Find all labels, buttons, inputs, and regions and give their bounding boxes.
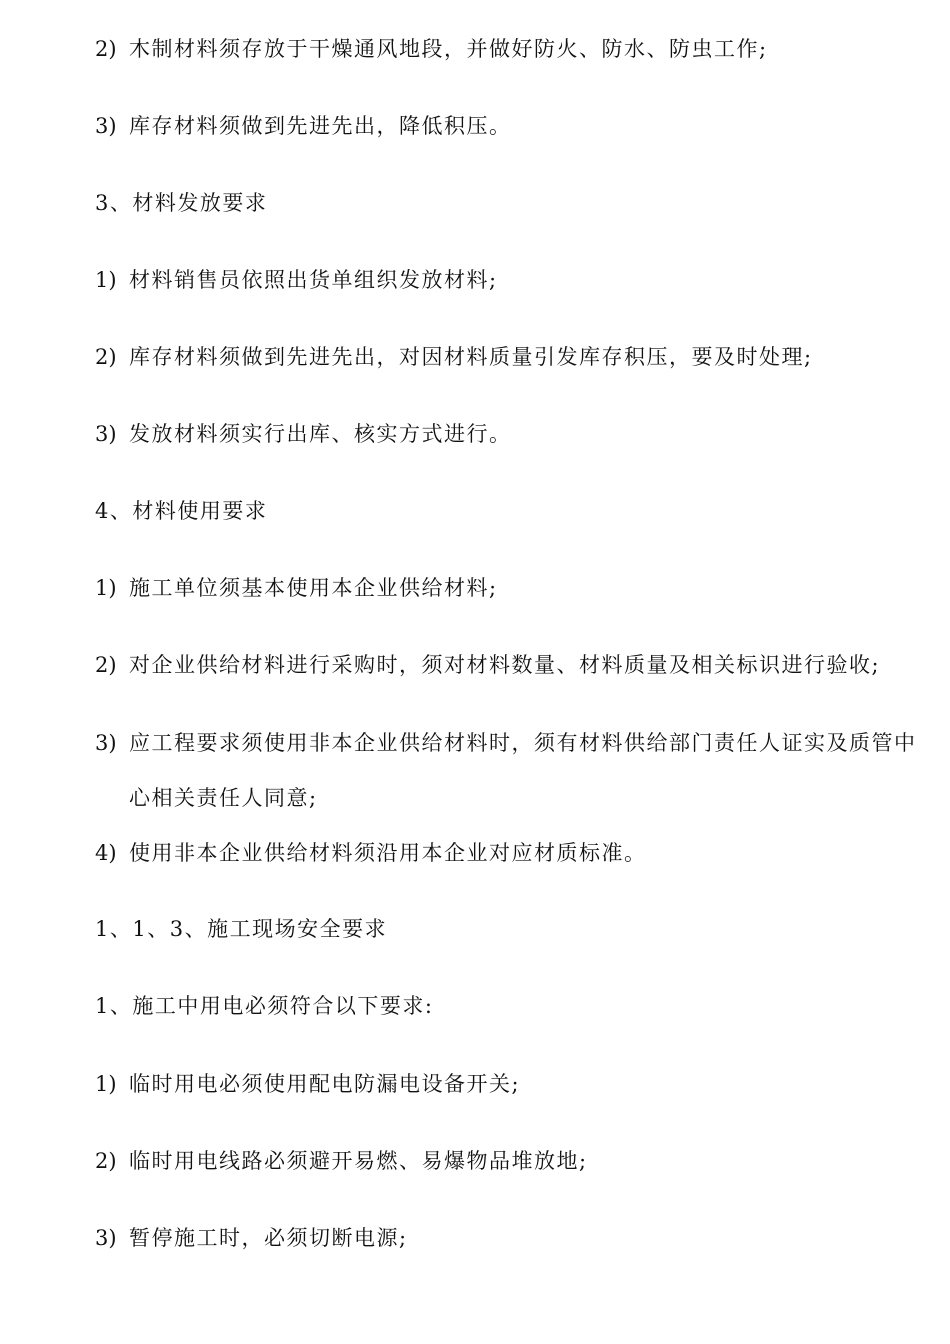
item-number: 2) (95, 1149, 117, 1173)
item-number: 2) (95, 653, 117, 677)
item-text: 应工程要求须使用非本企业供给材料时，须有材料供给部门责任人证实及质管中 (129, 731, 917, 755)
item-text: 心相关责任人同意; (129, 786, 318, 810)
list-item (95, 113, 512, 139)
item-text: 施工单位须基本使用本企业供给材料; (129, 576, 498, 600)
item-text: 材料销售员依照出货单组织发放材料; (129, 268, 498, 292)
heading-text: 1、施工中用电必须符合以下要求: (95, 994, 434, 1018)
item-number: 4) (95, 841, 117, 865)
item-text: 库存材料须做到先进先出，对因材料质量引发库存积压，要及时处理; (129, 345, 813, 369)
item-number: 1) (95, 576, 117, 600)
item-number: 2) (95, 37, 117, 61)
item-text: 临时用电必须使用配电防漏电设备开关; (129, 1072, 521, 1096)
item-number: 3) (95, 1226, 117, 1250)
list-item (95, 267, 498, 293)
heading-text: 4、材料使用要求 (95, 499, 268, 523)
item-number: 3) (95, 731, 117, 755)
list-item (95, 730, 917, 756)
list-item (95, 1225, 408, 1251)
item-text: 对企业供给材料进行采购时，须对材料数量、材料质量及相关标识进行验收; (129, 653, 881, 677)
list-item (95, 1148, 588, 1174)
list-item-continuation (129, 785, 318, 811)
list-item (95, 840, 647, 866)
list-item (95, 1071, 520, 1097)
section-heading (95, 190, 267, 216)
heading-text: 3、材料发放要求 (95, 191, 268, 215)
list-item (95, 344, 813, 370)
section-heading (95, 498, 267, 524)
item-number: 1) (95, 268, 117, 292)
item-number: 2) (95, 345, 117, 369)
list-item (95, 421, 512, 447)
item-number: 3) (95, 422, 117, 446)
item-number: 3) (95, 114, 117, 138)
item-text: 发放材料须实行出库、核实方式进行。 (129, 422, 512, 446)
item-text: 临时用电线路必须避开易燃、易爆物品堆放地; (129, 1149, 588, 1173)
item-text: 木制材料须存放于干燥通风地段，并做好防火、防水、防虫工作; (129, 37, 768, 61)
list-item (95, 652, 880, 678)
section-heading (95, 916, 387, 942)
heading-text: 1、1、3、施工现场安全要求 (95, 917, 388, 941)
item-text: 暂停施工时，必须切断电源; (129, 1226, 408, 1250)
section-heading (95, 993, 433, 1019)
item-text: 使用非本企业供给材料须沿用本企业对应材质标准。 (129, 841, 647, 865)
item-number: 1) (95, 1072, 117, 1096)
item-text: 库存材料须做到先进先出，降低积压。 (129, 114, 512, 138)
list-item (95, 36, 768, 62)
list-item (95, 575, 498, 601)
